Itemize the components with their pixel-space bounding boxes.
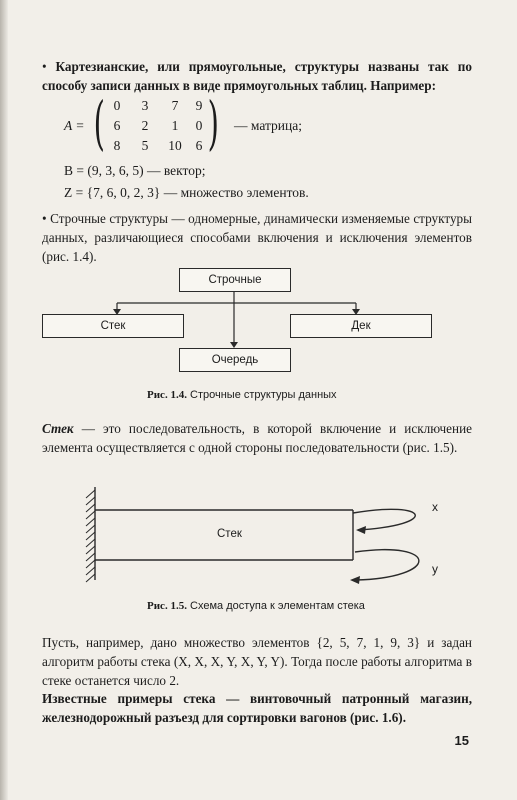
matrix-label: A =	[64, 118, 85, 133]
stack-definition-text: — это последовательность, в которой включение и исключение элемента осуществляется с одной стороны последовательности (рис. 1.5).	[42, 421, 472, 455]
wall-hatch-line	[86, 532, 95, 540]
paragraph-example: Пусть, например, дано множество элементов {2, 5, 7, 1, 9, 3} и задан алгоритм работы стека (X, X, X, Y, X, Y, Y). Тогда после работы алгоритма в стеке останется число 2.	[42, 635, 472, 688]
wall-hatch-line	[86, 560, 95, 568]
set-line: Z = {7, 6, 0, 2, 3} — множество элементов.	[64, 185, 309, 200]
matrix-cell: 6	[195, 138, 203, 153]
fig15-y-label: y	[432, 562, 438, 576]
matrix-cell: 9	[195, 98, 203, 113]
fig15-x-label: x	[432, 500, 438, 514]
wall-hatch-line	[86, 504, 95, 512]
matrix-cell: 5	[141, 138, 149, 153]
wall-hatch-line	[86, 553, 95, 561]
matrix-cell: 1	[171, 118, 179, 133]
fig15-caption	[147, 600, 365, 612]
wall-hatch-line	[86, 574, 95, 582]
fig14-stack-box: Стек	[42, 314, 184, 338]
matrix-suffix: — матрица;	[234, 118, 302, 133]
fig15-stack-label: Стек	[217, 528, 242, 540]
fig14-deque-box: Дек	[290, 314, 432, 338]
matrix-cell: 10	[168, 138, 182, 153]
fig14-queue-box: Очередь	[179, 348, 291, 372]
paragraph-string-structures: • Строчные структуры — одномерные, динамически изменяемые структуры данных, различающиеся способами включения и исключения элементов (рис. 1.4).	[42, 211, 472, 264]
wall-hatch-line	[86, 525, 95, 533]
page-number: 15	[454, 733, 469, 748]
wall-hatch-line	[86, 567, 95, 575]
matrix-cell: 2	[141, 118, 149, 133]
vector-line: B = (9, 3, 6, 5) — вектор;	[64, 163, 206, 178]
wall-hatch-line	[86, 497, 95, 505]
matrix-cell: 8	[113, 138, 121, 153]
fig14-caption-number: Рис. 1.4.	[147, 389, 187, 401]
matrix-cell: 0	[195, 118, 203, 133]
example-word: Например:	[370, 78, 437, 93]
matrix-cell: 6	[113, 118, 121, 133]
wall-hatch-line	[86, 490, 95, 498]
fig14-root-box: Строчные	[179, 268, 291, 292]
bullet: •	[42, 59, 47, 74]
right-paren: )	[207, 89, 219, 157]
fig15-caption-number: Рис. 1.5.	[147, 600, 187, 612]
wall-hatch-line	[86, 518, 95, 526]
matrix-cell: 0	[113, 98, 121, 113]
matrix-cell: 3	[141, 98, 149, 113]
fig14-caption-text: Строчные структуры данных	[190, 389, 337, 401]
wall-hatch-line	[86, 511, 95, 519]
fig15-caption-text: Схема доступа к элементам стека	[190, 600, 365, 612]
matrix-cell: 7	[171, 98, 179, 113]
stack-term: Стек	[42, 421, 74, 436]
wall-hatch-line	[86, 546, 95, 554]
wall-hatch-line	[86, 539, 95, 547]
cartesian-text: Картезианские, или прямоугольные, структуры названы так по способу записи данных в виде прямоугольных таблиц.	[42, 59, 472, 93]
left-paren: (	[93, 89, 105, 157]
paragraph-known-examples: Известные примеры стека — винтовочный патронный магазин, железнодорожный разъезд для сортировки вагонов (рис. 1.6).	[42, 691, 472, 725]
